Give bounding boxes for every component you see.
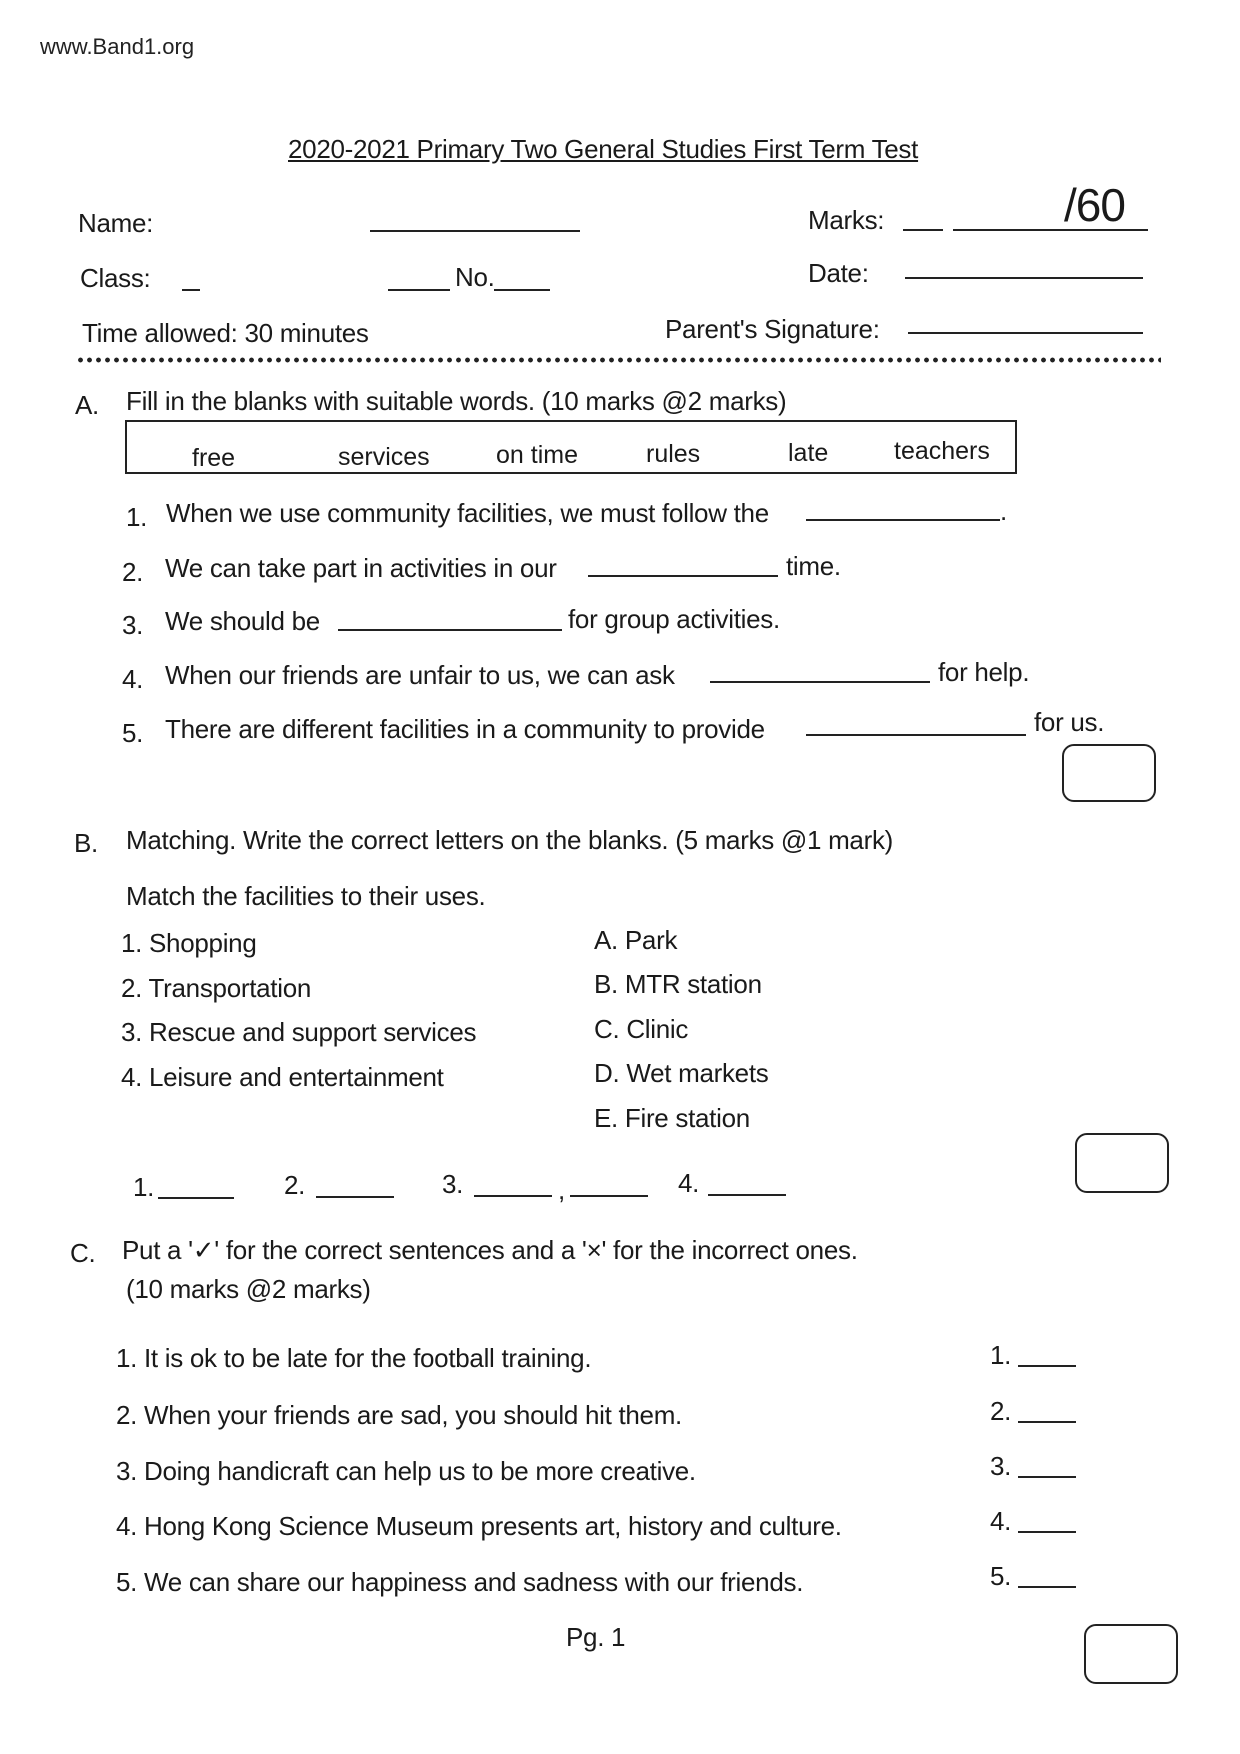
section-c-score-box[interactable] xyxy=(1084,1624,1178,1684)
match-answer-blank[interactable] xyxy=(474,1195,552,1197)
question-number: 4. xyxy=(122,664,144,694)
marks-blank-a xyxy=(903,229,943,231)
question-text: There are different facilities in a community to provide xyxy=(165,714,765,744)
date-label: Date: xyxy=(808,258,869,288)
statement-answer-blank[interactable] xyxy=(1018,1365,1076,1367)
match-use: 1. Shopping xyxy=(121,928,257,958)
match-facility: D. Wet markets xyxy=(594,1058,769,1088)
statement-answer-label: 4. xyxy=(990,1506,1012,1536)
statement-answer-blank[interactable] xyxy=(1018,1421,1076,1423)
section-a-letter: A. xyxy=(75,390,99,420)
section-c-letter: C. xyxy=(70,1238,96,1268)
answer-blank[interactable] xyxy=(338,629,562,631)
word-bank-item: rules xyxy=(646,440,701,468)
section-c-instruction: Put a '✓' for the correct sentences and a '×' for the incorrect ones. xyxy=(122,1235,858,1265)
match-facility: A. Park xyxy=(594,925,678,955)
statement-answer-label: 3. xyxy=(990,1451,1012,1481)
match-use: 4. Leisure and entertainment xyxy=(121,1062,444,1092)
question-text-after: for group activities. xyxy=(568,604,780,634)
question-text: When our friends are unfair to us, we can ask xyxy=(165,660,675,690)
name-label: Name: xyxy=(78,208,154,238)
no-blank[interactable] xyxy=(494,289,550,291)
match-answer-label: 2. xyxy=(284,1170,306,1200)
match-use: 2. Transportation xyxy=(121,973,312,1003)
match-answer-blank[interactable] xyxy=(708,1194,786,1196)
match-answer-label: 1. xyxy=(133,1172,155,1202)
statement-answer-blank[interactable] xyxy=(1018,1531,1076,1533)
answer-blank[interactable] xyxy=(806,734,1026,736)
statement-answer-blank[interactable] xyxy=(1018,1476,1076,1478)
question-number: 1. xyxy=(126,502,148,532)
section-b-instruction: Matching. Write the correct letters on the blanks. (5 marks @1 mark) xyxy=(126,825,894,855)
section-a-instruction: Fill in the blanks with suitable words. (10 marks @2 marks) xyxy=(126,386,787,416)
question-text: When we use community facilities, we must follow the xyxy=(166,498,769,528)
word-bank-item: services xyxy=(338,443,430,471)
match-facility: B. MTR station xyxy=(594,969,762,999)
site-url: www.Band1.org xyxy=(40,34,195,59)
match-answer-blank[interactable] xyxy=(570,1195,648,1197)
statement-answer-label: 2. xyxy=(990,1396,1012,1426)
match-answer-label: 3. xyxy=(442,1169,464,1199)
question-text: We can take part in activities in our xyxy=(165,553,557,583)
answer-blank[interactable] xyxy=(588,575,778,577)
statement-answer-label: 5. xyxy=(990,1561,1012,1591)
marks-label: Marks: xyxy=(808,205,885,235)
section-b-subinstruction: Match the facilities to their uses. xyxy=(126,881,486,911)
match-use: 3. Rescue and support services xyxy=(121,1017,477,1047)
match-answer-blank[interactable] xyxy=(158,1197,234,1199)
class-label: Class: xyxy=(80,263,151,293)
answer-blank[interactable] xyxy=(710,681,930,683)
date-blank[interactable] xyxy=(905,277,1143,279)
name-blank[interactable] xyxy=(370,230,580,232)
statement: 5. We can share our happiness and sadness with our friends. xyxy=(116,1567,804,1597)
signature-label: Parent's Signature: xyxy=(665,314,880,344)
match-facility: C. Clinic xyxy=(594,1014,689,1044)
question-text-after: for us. xyxy=(1034,707,1105,737)
class-blank-b xyxy=(388,289,450,291)
statement: 4. Hong Kong Science Museum presents art, history and culture. xyxy=(116,1511,842,1541)
section-c-marks: (10 marks @2 marks) xyxy=(126,1274,371,1304)
match-answer-label: 4. xyxy=(678,1168,700,1198)
dotted-divider xyxy=(76,356,1161,364)
word-bank-item: late xyxy=(788,439,829,467)
statement: 2. When your friends are sad, you should hit them. xyxy=(116,1400,682,1430)
word-bank-item: free xyxy=(192,444,236,472)
section-a-score-box[interactable] xyxy=(1062,744,1156,802)
no-label: No. xyxy=(455,262,495,292)
time-allowed: Time allowed: 30 minutes xyxy=(82,318,369,348)
test-title: 2020-2021 Primary Two General Studies First Term Test xyxy=(288,134,919,164)
question-number: 3. xyxy=(122,610,144,640)
question-number: 5. xyxy=(122,718,144,748)
word-bank-item: on time xyxy=(496,441,578,469)
question-text-after: for help. xyxy=(938,657,1030,687)
statement: 3. Doing handicraft can help us to be more creative. xyxy=(116,1456,696,1486)
marks-total: /60 xyxy=(1064,179,1125,231)
match-answer-comma: , xyxy=(558,1175,565,1205)
match-answer-blank[interactable] xyxy=(316,1196,394,1198)
section-b-score-box[interactable] xyxy=(1075,1133,1169,1193)
class-blank[interactable] xyxy=(182,289,200,291)
signature-blank[interactable] xyxy=(908,332,1143,334)
statement-answer-blank[interactable] xyxy=(1018,1586,1076,1588)
question-text-after: . xyxy=(1000,496,1007,526)
page-number: Pg. 1 xyxy=(566,1622,626,1652)
answer-blank[interactable] xyxy=(806,519,1000,521)
section-b-letter: B. xyxy=(74,828,98,858)
match-facility: E. Fire station xyxy=(594,1103,750,1133)
question-number: 2. xyxy=(122,557,144,587)
question-text-after: time. xyxy=(786,551,841,581)
question-text: We should be xyxy=(165,606,320,636)
statement: 1. It is ok to be late for the football training. xyxy=(116,1343,592,1373)
word-bank-item: teachers xyxy=(894,437,990,465)
statement-answer-label: 1. xyxy=(990,1340,1012,1370)
